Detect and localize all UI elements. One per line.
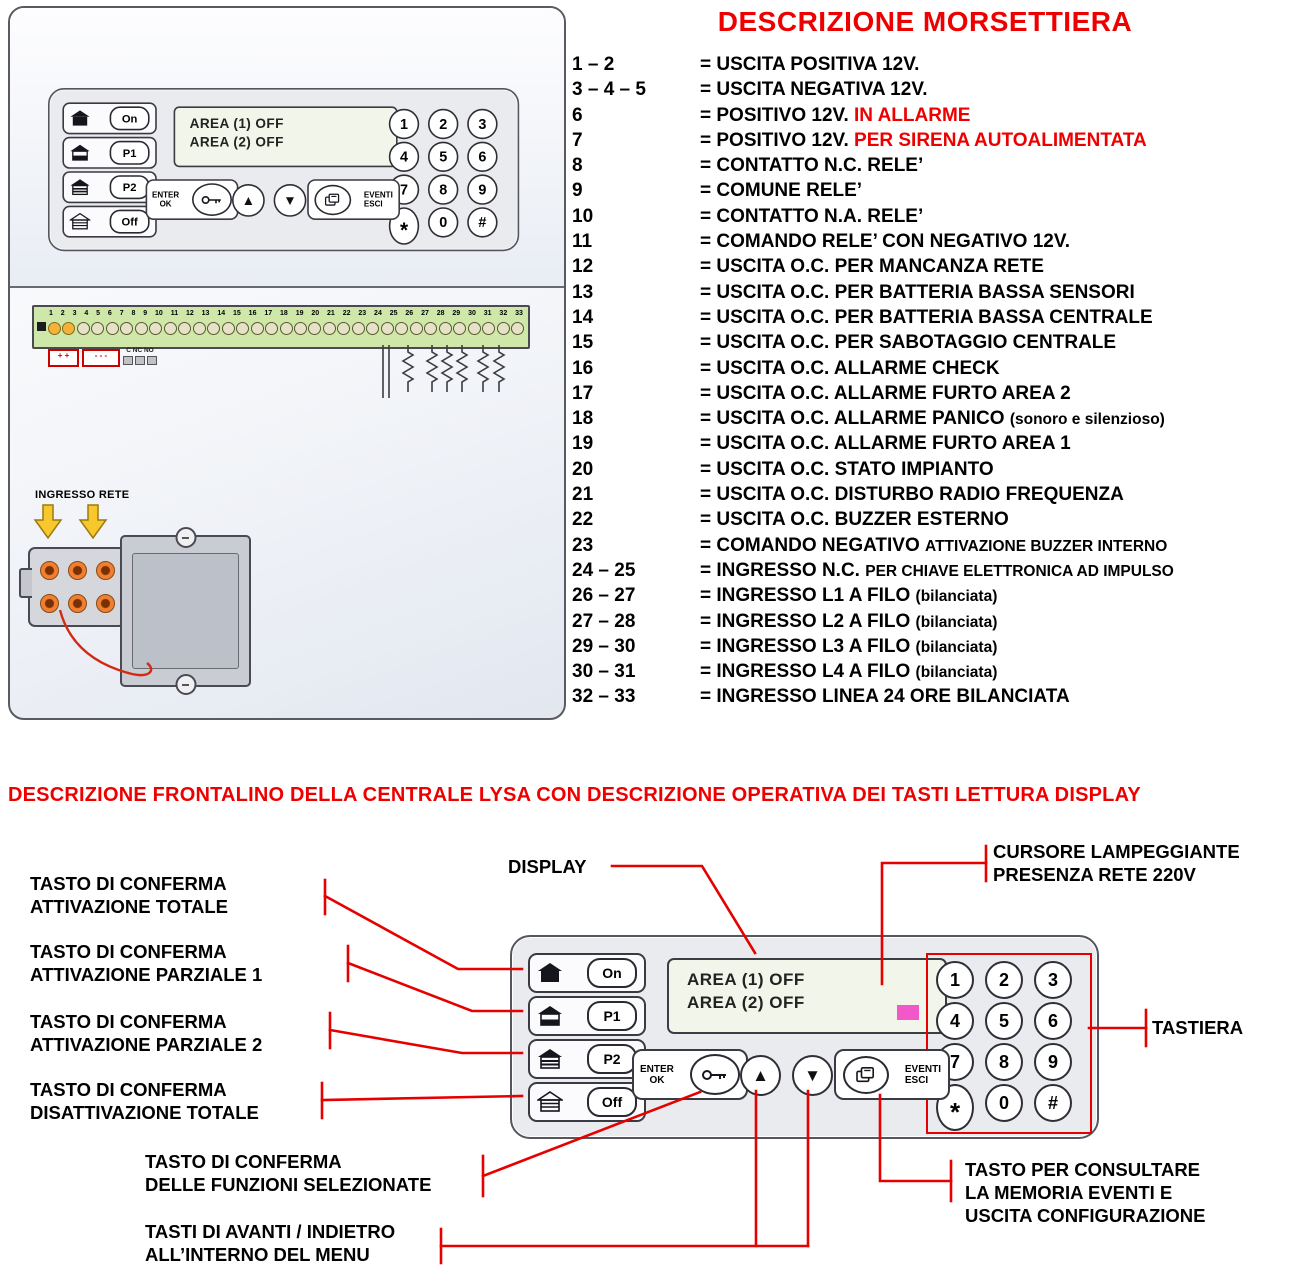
up-arrow-button: ▲ [740,1055,781,1096]
terminal-pins: 10 [572,205,594,227]
terminal-number: 13 [201,310,210,317]
terminal-desc-main: = COMANDO NEGATIVO [700,534,926,556]
terminal-description [700,52,919,78]
display-line-1: AREA (1) OFF [189,116,284,132]
numeric-key: 8 [985,1043,1023,1081]
terminal-desc-note: ATTIVAZIONE BUZZER INTERNO [925,537,1168,555]
terminal-desc-note: (bilanciata) [915,588,998,606]
terminal-row [572,609,1288,634]
terminal-pins: 14 [572,306,594,328]
terminal-desc-main: = USCITA O.C. STATO IMPIANTO [700,458,994,480]
button-p1 [528,996,646,1036]
terminal-pins: 7 [572,129,583,151]
terminal-screw [439,322,452,335]
terminal-desc-note: (sonoro e silenzioso) [1009,411,1165,429]
callout-line [322,1096,522,1100]
terminal-number: 31 [483,310,492,317]
callout-attivazione-parziale-1: TASTO DI CONFERMA ATTIVAZIONE PARZIALE 1 [30,941,263,985]
terminal-screw [236,322,249,335]
terminal-desc-note: (bilanciata) [915,613,998,631]
terminal-screw [497,322,510,335]
terminal-desc-note: (bilanciata) [915,664,998,682]
terminal-desc-main: = USCITA O.C. DISTURBO RADIO FREQUENZA [700,484,1124,506]
terminal-desc-main: = USCITA O.C. BUZZER ESTERNO [700,509,1009,531]
button-p2 [62,171,156,203]
house-armed-icon [537,962,563,984]
enter-ok-label: ENTER OK [152,190,180,209]
relay-contacts-label [123,347,157,365]
ingresso-rete-label: INGRESSO RETE [35,489,130,501]
terminal-description [700,406,1165,432]
terminal-number: 14 [217,310,226,317]
p2-button-label: P2 [110,175,150,199]
house-partial1-icon [70,144,91,162]
terminal-screw [222,322,235,335]
terminal-desc-main: = POSITIVO 12V. [700,104,855,126]
terminal-pins: 15 [572,332,594,354]
transformer-screw-bottom [175,674,196,695]
terminal-number: 18 [280,310,288,317]
terminal-pins: 1 – 2 [572,54,615,75]
terminal-pins: 24 – 25 [572,559,636,581]
terminal-row [572,558,1288,583]
lcd-display [667,958,947,1034]
house-partial1-icon [537,1005,563,1027]
callout-display: DISPLAY [508,856,587,877]
numeric-key: 5 [985,1002,1023,1040]
down-arrow-button: ▼ [792,1055,833,1096]
callout-attivazione-totale: TASTO DI CONFERMA ATTIVAZIONE TOTALE [30,873,229,917]
terminal-desc-main: = COMUNE RELE’ [700,180,863,202]
terminal-description [700,280,1135,306]
relay-label-text: C NC NO [126,347,154,354]
terminal-desc-main: = USCITA O.C. PER BATTERIA BASSA SENSORI [700,281,1135,303]
terminal-description [700,77,928,103]
terminal-row [572,204,1288,229]
numeric-key: * [389,207,419,245]
minus-terminals-box: - - - [82,349,120,367]
on-button-label: On [587,958,637,988]
terminal-row [572,103,1288,128]
terminal-number: 11 [170,310,179,317]
button-p2 [528,1039,646,1079]
terminal-row [572,482,1288,507]
terminal-row [572,52,1288,77]
numeric-key: # [1034,1084,1072,1122]
terminal-description [700,609,997,635]
terminal-pins: 32 – 33 [572,686,636,708]
terminal-desc-main: = USCITA O.C. ALLARME PANICO [700,408,1010,430]
house-armed-icon [70,110,91,128]
terminal-number: 27 [421,310,429,317]
numeric-keypad [389,109,495,242]
terminal-screw [149,322,162,335]
terminal-number: 30 [468,310,476,317]
terminal-numbers-row [49,309,523,318]
terminal-screw [62,322,75,335]
terminal-row [572,77,1288,102]
terminal-screw [308,322,321,335]
terminal-screw [193,322,206,335]
terminal-number: 10 [155,310,163,317]
terminal-row [572,406,1288,431]
eventi-esci-button [307,179,400,220]
terminal-description [700,103,970,129]
terminal-number: 5 [96,310,101,317]
p1-button-label: P1 [587,1001,637,1031]
terminal-screw [482,322,495,335]
terminal-desc-main: = INGRESSO L3 A FILO [700,635,916,657]
terminal-number: 8 [131,310,136,317]
enter-ok-button [632,1049,748,1100]
terminal-row [572,533,1288,558]
terminal-desc-main: = INGRESSO LINEA 24 ORE BILANCIATA [700,686,1070,708]
terminal-number: 4 [84,310,89,317]
terminal-pins: 20 [572,458,594,480]
terminal-pins: 9 [572,180,583,202]
terminal-number: 26 [405,310,414,317]
terminal-pins: 18 [572,408,594,430]
frontalino-heading: DESCRIZIONE FRONTALINO DELLA CENTRALE LYSA CON DESCRIZIONE OPERATIVA DEI TASTI LETTURA DISPLAY [8,784,1141,806]
terminal-number: 22 [342,310,351,317]
terminal-screw [511,322,524,335]
terminal-number: 21 [327,310,335,317]
terminal-number: 28 [436,310,445,317]
terminal-pins: 3 – 4 – 5 [572,79,646,101]
numeric-key: 6 [1034,1002,1072,1040]
display-line-1: AREA (1) OFF [687,970,805,989]
terminal-desc-main: = USCITA O.C. PER SABOTAGGIO CENTRALE [700,332,1117,354]
numeric-key: 8 [428,174,458,204]
button-off-total [528,1082,646,1122]
terminal-screw [178,322,191,335]
terminal-description [700,356,1000,382]
button-on-total [62,102,156,134]
terminal-description [700,684,1070,710]
callout-avanti-indietro: TASTI DI AVANTI / INDIETRO ALL’INTERNO DEL MENU [145,1221,396,1265]
terminal-desc-main: = USCITA NEGATIVA 12V. [700,79,928,101]
terminal-ground-square [37,322,46,331]
terminal-number: 2 [60,310,65,317]
terminal-number: 23 [358,310,367,317]
terminal-row [572,684,1288,709]
terminal-pins: 26 – 27 [572,585,636,607]
terminal-row [572,305,1288,330]
terminal-number: 12 [185,310,194,317]
terminal-number: 24 [374,310,382,317]
numeric-key: 6 [467,142,497,172]
terminal-screw [280,322,293,335]
morsettiera-title: DESCRIZIONE MORSETTIERA [717,6,1133,37]
house-off-icon [537,1091,563,1113]
button-p1 [62,137,156,169]
terminal-number: 6 [107,310,112,317]
terminal-row [572,178,1288,203]
numeric-key: 0 [428,207,458,237]
connector-pin [68,561,87,580]
callout-cursore: CURSORE LAMPEGGIANTE PRESENZA RETE 220V [993,841,1240,885]
display-line-2: AREA (2) OFF [687,993,805,1012]
terminal-description [700,457,994,483]
numeric-key: 2 [985,961,1023,999]
terminal-pins: 17 [572,382,594,404]
events-book-icon [314,184,351,214]
terminal-description [700,533,1167,559]
transformer [120,535,251,687]
terminal-description [700,381,1071,407]
numeric-key: 2 [428,109,458,139]
house-partial2-icon [70,178,91,196]
terminal-screw [91,322,104,335]
terminal-pins: 27 – 28 [572,610,636,632]
numeric-key: 7 [936,1043,974,1081]
terminal-row [572,507,1288,532]
terminal-number: 32 [499,310,508,317]
terminal-number: 1 [49,310,53,317]
terminal-screw [323,322,336,335]
terminal-description [700,583,997,609]
terminal-screw [106,322,119,335]
lcd-display [174,106,398,167]
terminal-number: 9 [143,310,148,317]
terminal-description [700,128,1147,154]
connector-pin [40,561,59,580]
terminal-desc-note: PER CHIAVE ELETTRONICA AD IMPULSO [865,562,1174,580]
terminal-row [572,457,1288,482]
terminal-description [700,507,1009,533]
terminal-row [572,229,1288,254]
transformer-core [132,553,239,669]
terminal-pins: 30 – 31 [572,661,636,683]
house-off-icon [70,213,91,231]
plus-terminals-box: + + [48,349,79,367]
terminal-number: 33 [515,310,523,317]
terminal-strip [32,305,530,349]
terminal-screw [77,322,90,335]
connector-pin [96,561,115,580]
connector-pin [68,594,87,613]
terminal-row [572,634,1288,659]
events-book-icon [843,1056,889,1094]
eventi-esci-label: EVENTI ESCI [363,190,393,209]
terminal-number: 7 [119,310,124,317]
down-arrow-button: ▼ [274,184,307,217]
terminal-pins: 29 – 30 [572,635,636,657]
terminal-pins: 21 [572,484,594,506]
button-on-total [528,953,646,993]
terminal-screw [410,322,423,335]
terminal-screw [395,322,408,335]
terminal-row [572,254,1288,279]
terminal-pins: 23 [572,534,594,556]
numeric-key: 3 [1034,961,1072,999]
terminal-list [572,52,1288,710]
terminal-screw [366,322,379,335]
terminal-desc-main: = POSITIVO 12V. [700,129,855,151]
terminal-desc-main: = INGRESSO L2 A FILO [700,610,916,632]
terminal-screw [381,322,394,335]
terminal-description [700,482,1124,508]
terminal-desc-main: = USCITA O.C. ALLARME CHECK [700,357,1000,379]
terminal-screw [337,322,350,335]
terminal-pins: 22 [572,509,594,531]
connector-pin [96,594,115,613]
terminal-desc-main: = USCITA POSITIVA 12V. [700,54,920,75]
numeric-key: 7 [389,174,419,204]
numeric-keypad [936,961,1068,1127]
key-icon [192,183,232,216]
numeric-key: * [936,1084,974,1131]
terminal-pins: 16 [572,357,594,379]
house-partial2-icon [537,1048,563,1070]
eventi-esci-button [834,1049,950,1100]
keypad-panel-small [48,88,519,251]
numeric-key: 9 [1034,1043,1072,1081]
mains-connector [28,547,126,627]
terminal-row [572,431,1288,456]
terminal-desc-main: = USCITA O.C. ALLARME FURTO AREA 1 [700,433,1071,455]
terminal-description [700,178,862,204]
terminal-description [700,153,923,179]
terminal-desc-red: PER SIRENA AUTOALIMENTATA [854,129,1147,151]
terminal-desc-main: = CONTATTO N.C. RELE’ [700,155,924,177]
terminal-desc-main: = INGRESSO N.C. [700,559,866,581]
numeric-key: 4 [936,1002,974,1040]
callout-line [348,963,522,1011]
terminal-desc-main: = CONTATTO N.A. RELE’ [700,205,924,227]
terminal-desc-main: = INGRESSO L4 A FILO [700,661,916,683]
up-arrow-button: ▲ [232,184,265,217]
terminal-description [700,558,1174,584]
terminal-screw [424,322,437,335]
terminal-number: 3 [72,310,77,317]
numeric-key: 5 [428,142,458,172]
terminal-row [572,356,1288,381]
terminal-screw [207,322,220,335]
button-off-total [62,206,156,238]
relay-contact-squares [123,356,157,365]
terminal-row [572,659,1288,684]
terminal-screw [120,322,133,335]
terminal-number: 20 [311,310,320,317]
callout-line [330,1030,522,1053]
terminal-pins: 13 [572,281,594,303]
terminal-description [700,254,1044,280]
callout-memoria-eventi: TASTO PER CONSULTARE LA MEMORIA EVENTI E USCITA CONFIGURAZIONE [965,1159,1206,1226]
transformer-screw-top [175,527,196,548]
callout-disattivazione-totale: TASTO DI CONFERMA DISATTIVAZIONE TOTALE [30,1079,259,1123]
callout-line [325,896,522,969]
numeric-key: 3 [467,109,497,139]
terminal-description [700,634,997,660]
enter-ok-button [146,179,239,220]
eventi-esci-label: EVENTI ESCI [904,1063,941,1086]
terminal-number: 29 [452,310,461,317]
numeric-key: 9 [467,174,497,204]
terminal-pins: 12 [572,256,594,278]
terminal-desc-main: = COMANDO RELE’ CON NEGATIVO 12V. [700,231,1071,253]
on-button-label: On [110,106,150,130]
terminal-number: 17 [264,310,273,317]
terminal-screw [164,322,177,335]
terminal-number: 15 [233,310,241,317]
terminal-screw [453,322,466,335]
numeric-key: 1 [389,109,419,139]
off-button-label: Off [587,1087,637,1117]
display-line-2: AREA (2) OFF [189,134,284,150]
p2-button-label: P2 [587,1044,637,1074]
terminal-pins: 19 [572,433,594,455]
terminal-screw [48,322,61,335]
terminal-row [572,381,1288,406]
terminal-pins: 6 [572,104,583,126]
terminal-desc-main: = USCITA O.C. PER MANCANZA RETE [700,256,1044,278]
terminal-pins: 11 [572,231,593,253]
terminal-desc-note: (bilanciata) [915,638,998,656]
callout-attivazione-parziale-2: TASTO DI CONFERMA ATTIVAZIONE PARZIALE 2 [30,1011,263,1055]
terminal-screw [352,322,365,335]
p1-button-label: P1 [110,141,150,165]
terminal-number: 19 [295,310,304,317]
terminal-description [700,305,1153,331]
key-icon [690,1054,740,1095]
keypad-panel-large [510,935,1099,1139]
enclosure-divider [10,286,564,288]
numeric-key: 1 [936,961,974,999]
terminal-number: 25 [389,310,398,317]
terminal-screw [294,322,307,335]
enter-ok-label: ENTER OK [640,1063,674,1086]
connector-pin [40,594,59,613]
off-button-label: Off [110,210,150,234]
terminal-description [700,431,1071,457]
terminal-screw [468,322,481,335]
numeric-key: # [467,207,497,237]
terminal-desc-red: IN ALLARME [854,104,971,126]
terminal-pins: 8 [572,155,583,177]
mains-cursor [897,1005,919,1020]
terminal-row [572,330,1288,355]
terminal-screws-row [48,322,524,335]
terminal-row [572,153,1288,178]
callout-tastiera: TASTIERA [1152,1017,1244,1038]
terminal-row [572,583,1288,608]
terminal-row [572,128,1288,153]
terminal-desc-main: = INGRESSO L1 A FILO [700,585,916,607]
terminal-screw [251,322,264,335]
terminal-number: 16 [248,310,257,317]
numeric-key: 0 [985,1084,1023,1122]
terminal-description [700,229,1070,255]
terminal-desc-main: = USCITA O.C. PER BATTERIA BASSA CENTRALE [700,306,1153,328]
terminal-description [700,330,1116,356]
terminal-desc-main: = USCITA O.C. ALLARME FURTO AREA 2 [700,382,1071,404]
numeric-key: 4 [389,142,419,172]
terminal-screw [135,322,148,335]
callout-funzioni-selezionate: TASTO DI CONFERMA DELLE FUNZIONI SELEZIONATE [145,1151,432,1195]
terminal-screw [265,322,278,335]
terminal-description [700,204,923,230]
terminal-row [572,280,1288,305]
terminal-description [700,659,997,685]
